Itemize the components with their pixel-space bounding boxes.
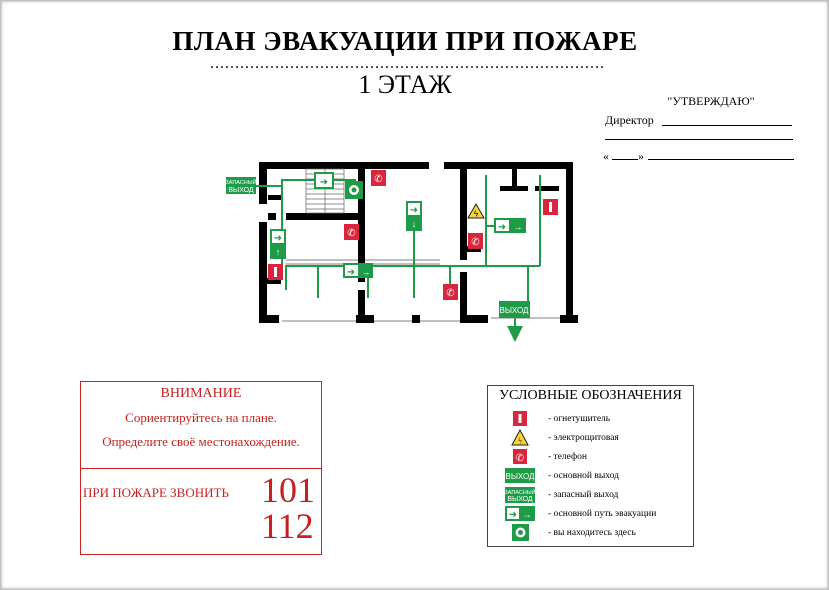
main-exit-icon: [500, 467, 540, 485]
spare-exit-sign: [225, 177, 256, 194]
legend-item-you-are-here: [488, 524, 693, 542]
svg-text:➜: ➜: [497, 222, 507, 233]
title-dotted-line: ...............................................................................: [210, 56, 605, 72]
legend-item-phone: [488, 448, 693, 466]
legend-box: [487, 385, 694, 547]
phone-sign-4: [443, 284, 458, 300]
attention-line2: Определите своё местонахождение.: [102, 434, 300, 449]
evacuation-route-icon: [500, 505, 540, 523]
main-exit-sign-text: ВЫХОД: [499, 306, 529, 315]
date-close-quote: »: [638, 149, 644, 163]
spare-exit-sign-bottom-text: ВЫХОД: [228, 187, 254, 194]
svg-text:→: →: [513, 222, 523, 232]
svg-text:➜: ➜: [409, 205, 419, 216]
evacuation-sign-3: [406, 201, 422, 231]
legend-spare-exit-top-text: ЗАПАСНЫЙ: [504, 490, 536, 496]
svg-text:ϟ: ϟ: [518, 436, 522, 446]
svg-text:ϟ: ϟ: [473, 209, 479, 219]
attention-top: [81, 386, 321, 469]
approval-heading: "УТВЕРЖДАЮ": [667, 94, 755, 108]
phone-sign-2: [344, 224, 359, 240]
attention-line1: Сориентируйтесь на плане.: [125, 410, 277, 425]
you-are-here-sign: [345, 181, 363, 199]
electrical-panel-sign: [468, 204, 484, 219]
floor-label: 1 ЭТАЖ: [358, 70, 452, 99]
director-label: Директор: [605, 113, 654, 127]
main-exit-sign: [499, 301, 530, 318]
legend-label-extinguisher: - огнетушитель: [548, 414, 611, 424]
svg-text:➜: ➜: [346, 267, 356, 278]
svg-text:→: →: [361, 267, 371, 277]
attention-box: [80, 381, 322, 555]
emergency-number-101: 101: [261, 470, 315, 510]
legend-main-exit-text: ВЫХОД: [505, 472, 535, 481]
svg-text:✆: ✆: [471, 237, 480, 248]
date-open-quote: «: [603, 149, 609, 163]
evacuation-sign-stairs: [314, 172, 334, 189]
spare-exit-icon: [500, 486, 540, 504]
svg-text:✆: ✆: [446, 288, 455, 299]
legend-label-spare-exit: - запасный выход: [548, 490, 619, 500]
emergency-number-112: 112: [261, 506, 314, 546]
svg-text:✆: ✆: [347, 228, 356, 239]
evacuation-routes: [256, 175, 540, 334]
legend-spare-exit-bottom-text: ВЫХОД: [507, 496, 533, 503]
phone-icon: [500, 448, 540, 466]
svg-text:✆: ✆: [374, 174, 383, 185]
phone-sign-3: [468, 233, 483, 249]
spare-exit-sign-top-text: ЗАПАСНЫЙ: [225, 180, 257, 186]
fire-extinguisher-icon: [500, 410, 540, 428]
svg-text:✆: ✆: [515, 453, 525, 464]
evacuation-sign-1: [343, 263, 373, 278]
svg-text:➜: ➜: [273, 233, 283, 244]
svg-text:↓: ↓: [411, 219, 417, 229]
attention-bottom: [81, 469, 321, 557]
attention-heading: ВНИМАНИЕ: [160, 386, 242, 401]
extinguisher-sign-2: [543, 199, 558, 215]
legend-item-evacuation-route: [488, 505, 693, 523]
legend-label-electrical: - электрощитовая: [548, 433, 619, 443]
svg-text:↑: ↑: [275, 247, 281, 257]
svg-text:➜: ➜: [508, 509, 518, 521]
legend-item-extinguisher: [488, 410, 693, 428]
svg-text:→: →: [522, 509, 532, 520]
plan-walls: [259, 162, 578, 323]
extinguisher-sign-1: [268, 264, 283, 280]
you-are-here-icon: [500, 524, 540, 542]
legend-label-phone: - телефон: [548, 452, 587, 462]
evacuation-sign-4: [270, 229, 286, 259]
legend-item-electrical: [488, 429, 693, 447]
legend-label-evacuation-route: - основной путь эвакуации: [548, 509, 657, 519]
legend-item-spare-exit: [488, 486, 693, 504]
page-title: ПЛАН ЭВАКУАЦИИ ПРИ ПОЖАРЕ: [172, 26, 638, 56]
legend-item-main-exit: [488, 467, 693, 485]
phone-sign-1: [371, 170, 386, 186]
electrical-panel-icon: [500, 429, 540, 447]
svg-text:➜: ➜: [319, 177, 329, 188]
legend-title: УСЛОВНЫЕ ОБОЗНАЧЕНИЯ: [499, 388, 682, 403]
legend-label-main-exit: - основной выход: [548, 471, 619, 481]
attention-call-label: ПРИ ПОЖАРЕ ЗВОНИТЬ: [83, 485, 229, 500]
evacuation-sign-2: [494, 218, 526, 233]
legend-label-you-are-here: - вы находитесь здесь: [548, 528, 636, 538]
